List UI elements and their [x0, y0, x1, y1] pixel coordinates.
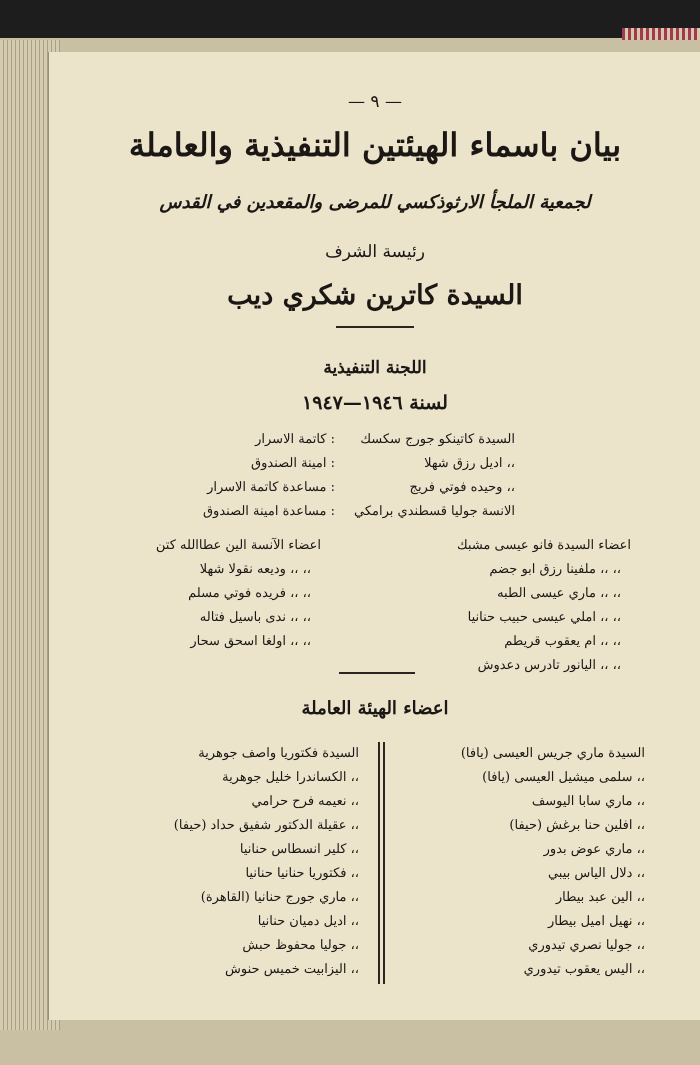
committee-title: اللجنة التنفيذية — [323, 358, 427, 378]
worker-item: السيدة ماري جريس العيسى (يافا) — [460, 746, 645, 761]
document-page — [48, 52, 700, 1020]
worker-item: ،، فكتوريا حنانيا حنانيا — [245, 866, 359, 881]
member-item: ،، ،، ندى باسيل فتاله — [199, 610, 311, 625]
officer-role: : مساعدة امينة الصندوق — [202, 504, 335, 519]
worker-item: ،، اليزابيت خميس حنوش — [225, 962, 359, 977]
worker-item: ،، ماري جورج حنانيا (القاهرة) — [200, 890, 359, 905]
committee-year: لسنة ١٩٤٦—١٩٤٧ — [302, 392, 448, 414]
member-item: ،، ،، فريده فوتي مسلم — [188, 586, 311, 601]
member-item: ،، ،، ماري عيسى الطبه — [497, 586, 621, 601]
worker-item: ،، كلير انسطاس حنانيا — [239, 842, 359, 857]
page-title: بيان باسماء الهيئتين التنفيذية والعاملة — [128, 126, 622, 164]
worker-item: ،، نعيمه فرح حرامي — [251, 794, 359, 809]
officer-name: ،، وحيده فوتي فريج — [409, 480, 515, 495]
worker-item: ،، جوليا محفوظ حبش — [242, 938, 359, 953]
worker-item: ،، ماري سابا اليوسف — [531, 794, 645, 809]
member-item: ،، ،، اليانور تادرس دعدوش — [477, 658, 621, 673]
officer-role: : كاتمة الاسرار — [255, 432, 335, 447]
member-item: ،، ،، وديعه نقولا شهلا — [199, 562, 311, 577]
page-number: — ٩ — — [348, 92, 402, 112]
member-item: ،، ،، ملفينا رزق ابو جضم — [489, 562, 621, 577]
divider — [336, 326, 414, 328]
officer-role: : مساعدة كاتمة الاسرار — [207, 480, 335, 495]
worker-item: ،، ماري عوض بدور — [543, 842, 645, 857]
worker-item: ،، سلمى ميشيل العيسى (يافا) — [482, 770, 645, 785]
bookmark-ribbon — [622, 28, 700, 40]
worker-item: ،، اليس يعقوب تيدوري — [523, 962, 645, 977]
honorary-name: السيدة كاترين شكري ديب — [227, 280, 523, 311]
working-title: اعضاء الهيئة العاملة — [301, 698, 449, 719]
subtitle: لجمعية الملجأ الارثوذكسي للمرضى والمقعدين في القدس — [159, 192, 591, 213]
member-item: ،، ،، املي عيسى حبيب حنانيا — [467, 610, 621, 625]
honorary-label: رئيسة الشرف — [325, 242, 425, 262]
member-item: اعضاء الآنسة الين عطاالله كتن — [155, 538, 321, 553]
officer-role: : امينة الصندوق — [251, 456, 335, 471]
worker-item: ،، دلال الياس بيبي — [547, 866, 645, 881]
worker-item: ،، افلين حنا برغش (حيفا) — [509, 818, 645, 833]
worker-item: ،، الكساندرا خليل جوهرية — [222, 770, 359, 785]
worker-item: السيدة فكتوريا واصف جوهرية — [198, 746, 359, 761]
column-divider — [378, 742, 380, 984]
worker-item: ،، اديل دميان حنانيا — [257, 914, 359, 929]
divider — [339, 672, 415, 674]
worker-item: ،، نهيل اميل بيطار — [548, 914, 645, 929]
worker-item: ،، الين عبد بيطار — [555, 890, 645, 905]
worker-item: ،، جوليا نصري تيدوري — [528, 938, 645, 953]
member-item: اعضاء السيدة فانو عيسى مشبك — [456, 538, 631, 553]
member-item: ،، ،، اولغا اسحق سحار — [190, 634, 311, 649]
officer-name: ،، اديل رزق شهلا — [424, 456, 515, 471]
worker-item: ،، عقيلة الدكتور شفيق حداد (حيفا) — [173, 818, 359, 833]
officer-name: الانسة جوليا قسطندي برامكي — [354, 504, 515, 519]
officer-name: السيدة كاتينكو جورج سكسك — [360, 432, 515, 447]
column-divider — [383, 742, 385, 984]
member-item: ،، ،، ام يعقوب قريطم — [504, 634, 621, 649]
